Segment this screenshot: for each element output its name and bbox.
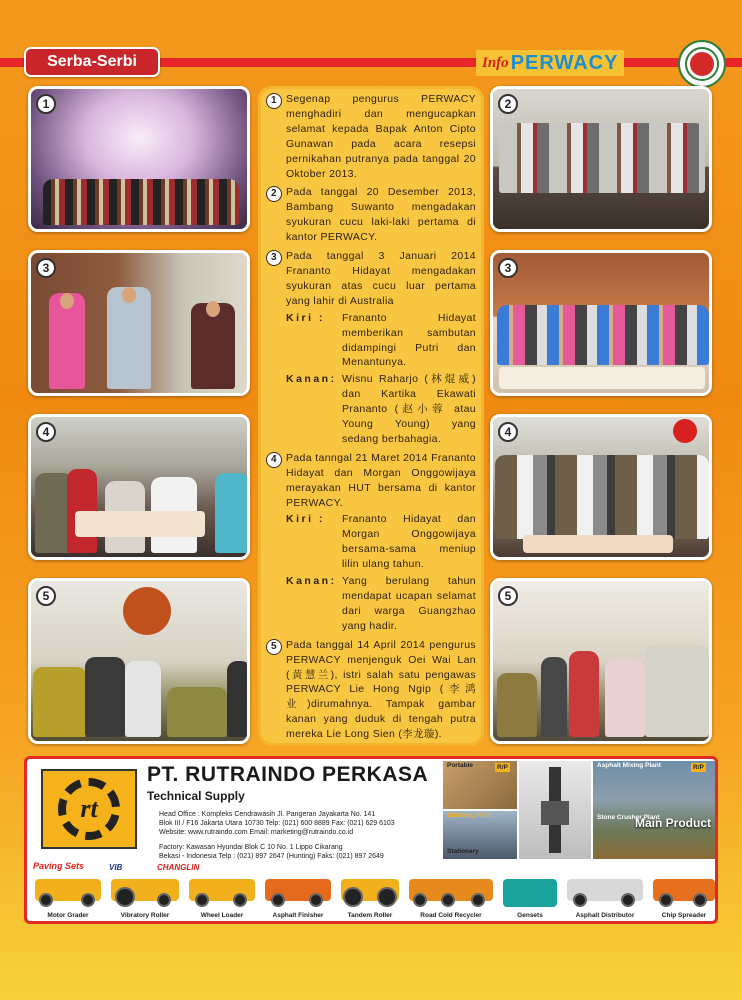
story-item-1 [264,92,476,181]
asphalt-finisher [261,871,335,919]
item-number: 2 [266,186,282,202]
rp-badge: R/P [693,764,704,771]
photo-number: 4 [498,422,518,442]
machine-label: Motor Grader [47,912,89,919]
brand-b-logo: CHANGLIN [157,863,200,872]
photo-number: 5 [36,586,56,606]
photo-5-visit-left [28,578,250,744]
caption-text: Frananto Hidayat memberikan sambutan didampingi Putri dan Menantunya. [342,311,476,369]
photo-number: 4 [36,422,56,442]
machine-label: Asphalt Finisher [272,912,324,919]
head-office-line-1: Head Office : Kompleks Cendrawasih Jl. Pangeran Jayakarta No. 141 [159,811,376,818]
caption-label: Kanan: [286,373,337,386]
product-label: Portable [447,762,474,769]
machine-lineup [31,871,718,921]
caption-right [286,372,476,447]
item-number: 5 [266,639,282,655]
rutraindo-advertisement [24,756,718,924]
photo-4-birthday [28,414,250,560]
machine-label: Asphalt Distributor [575,912,635,919]
tandem-roller [337,871,403,919]
caption-label: Kiri : [286,311,325,324]
photo-number: 1 [36,94,56,114]
item-number: 4 [266,452,282,468]
caption-text: Yang berulang tahun mendapat ucapan selamat dari warga Guangzhao yang hadir. [342,575,476,632]
product-gallery [443,761,717,859]
product-label: Asphalt Mixing Plant [597,762,661,769]
story-item-4 [264,451,476,634]
photo-4-celebration [490,414,712,560]
vibratory-roller [107,871,183,919]
item-text: Segenap pengurus PERWACY menghadiri dan mengucapkan selamat kepada Bapak Anton Cipto Gunawan pada acara resepsi pernikahan putranya pada tanggal 20 Oktober 2013. [286,93,476,180]
caption-label: Kanan: [286,575,337,588]
caption-text: Frananto Hidayat dan Morgan Onggowijaya bersama-sama meniup lilin ulang tahun. [342,513,476,571]
photo-2-office [490,86,712,232]
photo-number: 2 [498,94,518,114]
main-product-label: Main Product [634,816,711,830]
machine-label: Wheel Loader [200,912,244,919]
item-text: Pada tanggal 20 Desember 2013, Bambang Suwanto mengadakan syukuran cucu laki-laki pertama di kantor PERWACY. [286,186,476,244]
caption-label: Kiri : [286,513,325,526]
paving-sets-label: Paving Sets [33,861,85,871]
brand-info: Info [482,54,509,71]
photo-3-gathering [490,250,712,396]
brand-a-logo: VIB [109,863,123,872]
item-text: Pada tanggal 3 Januari 2014 Frananto Hidayat mengadakan syukuran atas cucu luar pertama yang lahir di Australia [286,250,476,307]
gensets [499,871,561,919]
photo-5-visit-right [490,578,712,744]
story-item-2 [264,185,476,245]
product-label: Batching Plant [447,812,493,819]
head-office-line-2: Blok III / F16 Jakarta Utara 10730 Telp: (021) 600 8889 Fax: (021) 629 6103 [159,819,395,827]
photo-number: 3 [36,258,56,278]
photo-number: 3 [498,258,518,278]
caption-text: Wisnu Raharjo (林焜威) dan Kartika Ekawati Prananto (赵小蓉 atau Young Young) yang sedang berbahagia. [342,373,476,445]
stone-crusher-image [519,761,591,859]
factory-line-2: Bekasi - Indonesia Telp : (021) 897 2647 (Hunting) Faks: (021) 897 2649 [159,852,384,860]
caption-left [286,512,476,572]
portable-plant-image [443,761,517,809]
rp-badge: R/P [497,764,508,771]
factory-line-1: Factory: Kawasan Hyundai Blok C 10 No. 1 Lippo Cikarang [159,843,343,851]
product-label: Stationary [447,848,479,855]
product-label: Stone Crusher Plant [597,814,660,821]
wheel-loader [185,871,259,919]
caption-right [286,574,476,634]
chip-spreader [649,871,718,919]
item-number: 1 [266,93,282,109]
section-title: Serba-Serbi [24,47,160,77]
story-panel [258,86,484,746]
gear-icon: rt [58,778,120,840]
machine-label: Gensets [517,912,543,919]
machine-label: Tandem Roller [347,912,393,919]
story-item-3 [264,249,476,447]
machine-label: Vibratory Roller [120,912,170,919]
company-tagline: Technical Supply [147,789,245,803]
photo-1-wedding [28,86,250,232]
brand-name: PERWACY [510,51,619,74]
rutraindo-logo [41,769,137,849]
perwacy-seal-icon [678,40,726,88]
road-cold-recycler [405,871,497,919]
brand-banner [476,50,624,76]
photo-3-speech [28,250,250,396]
company-name: PT. RUTRAINDO PERKASA [147,763,429,786]
asphalt-distributor [563,871,647,919]
photo-number: 5 [498,586,518,606]
story-item-5 [264,638,476,742]
machine-label: Road Cold Recycler [420,912,482,919]
company-contact [159,811,449,862]
item-text: Pada tanngal 21 Maret 2014 Frananto Hidayat dan Morgan Onggowijaya merayakan HUT bersama di kantor PERWACY. [286,451,476,509]
motor-grader [31,871,105,919]
machine-label: Chip Spreader [661,912,707,919]
asphalt-mixing-plant-image [593,761,717,859]
item-number: 3 [266,250,282,266]
item-text: Pada tanggal 14 April 2014 pengurus PERWACY menjenguk Oei Wai Lan (黄慧兰), istri salah satu pengawas PERWACY Lie Hong Ngip (李鸿业)dirumahnya. Tampak gambar kanan yang duduk di tengah putra mereka Lie Long Sien (李龙璇). [286,638,476,741]
batching-plant-image [443,811,517,859]
website-line: Website: www.rutraindo.com Email: marketing@rutraindo.co.id [159,828,354,836]
caption-left [286,311,476,371]
